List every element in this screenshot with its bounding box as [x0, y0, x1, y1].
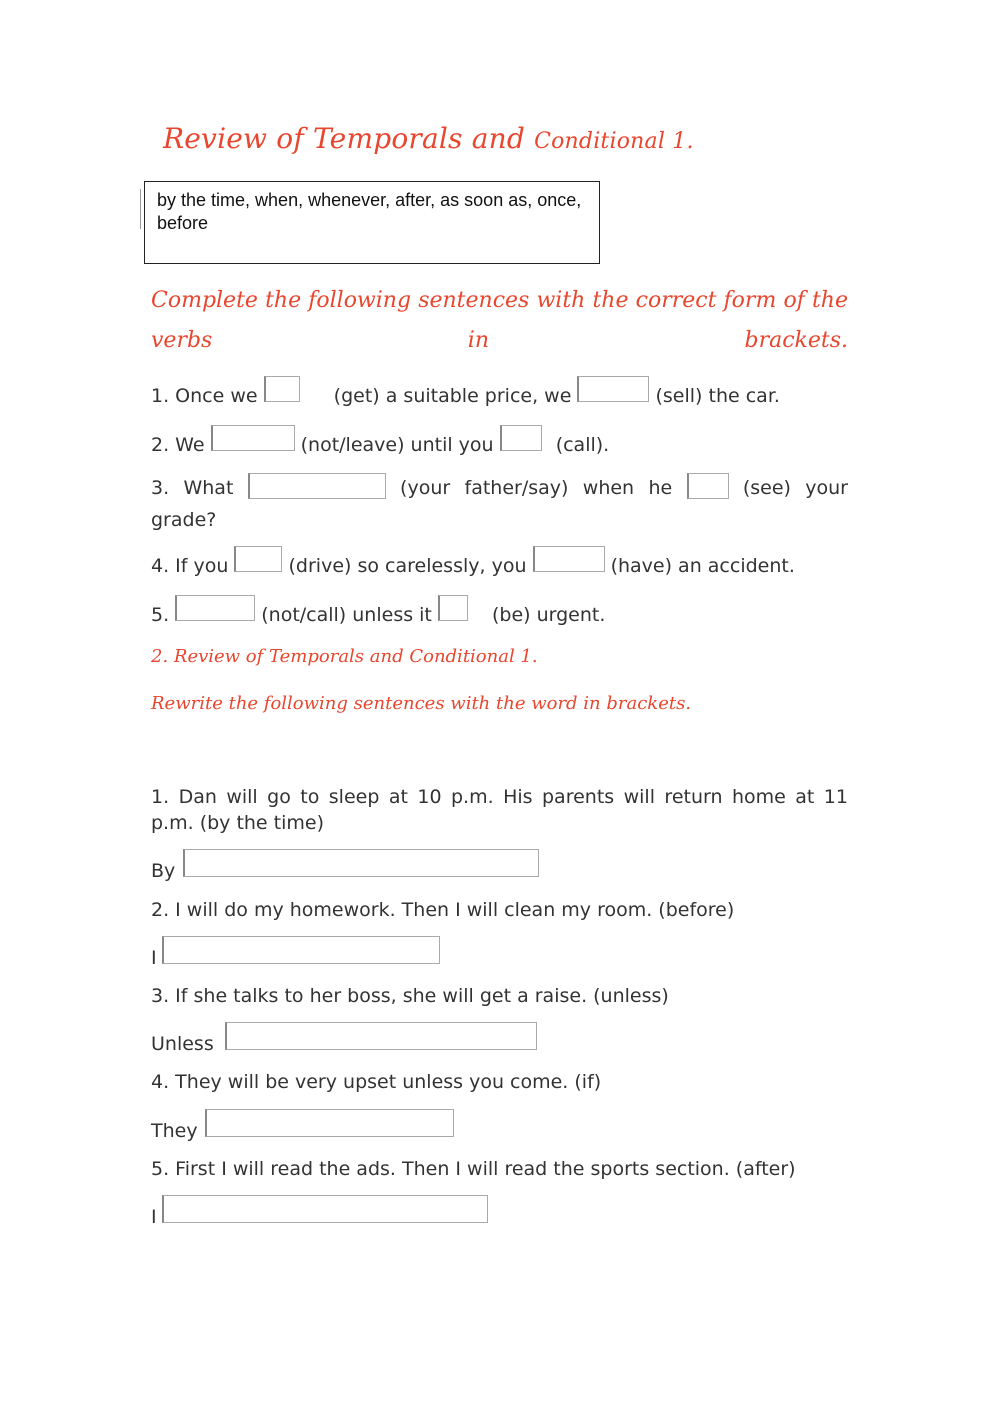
s1-item-5 — [151, 595, 605, 626]
s1-item-4-gap-1[interactable] — [234, 546, 282, 572]
s1-item-5-gap-1[interactable] — [175, 595, 255, 621]
s1-item-4-text-c: (have) an accident. — [610, 555, 795, 577]
s1-item-3-cont: grade? — [151, 509, 217, 531]
s2-item-1-answer[interactable] — [183, 849, 539, 877]
s2-item-2-answer[interactable] — [162, 936, 440, 964]
s1-item-3-num: 3. — [151, 477, 170, 499]
s2-item-4-answer[interactable] — [205, 1109, 454, 1137]
s1-item-1-text-a: 1. Once we — [151, 385, 258, 407]
s1-item-2-gap-2[interactable] — [500, 425, 542, 451]
s1-item-4-text-a: 4. If you — [151, 555, 229, 577]
title-tail: Conditional 1. — [534, 129, 694, 154]
s1-item-2-gap-1[interactable] — [211, 425, 295, 451]
s2-item-5-question: 5. First I will read the ads. Then I will read the sports section. (after) — [151, 1158, 796, 1180]
worksheet-title — [163, 122, 694, 155]
s1-item-3-w2: father/say) — [464, 477, 569, 499]
s1-item-1-text-c: (sell) the car. — [655, 385, 780, 407]
s1-item-4-gap-2[interactable] — [533, 546, 605, 572]
s1-item-2-text-b: (not/leave) until you — [300, 434, 494, 456]
s2-item-1-question-cont: p.m. (by the time) — [151, 812, 325, 834]
s2-item-3-answer[interactable] — [225, 1022, 537, 1050]
s1-item-5-text-b: (not/call) unless it — [261, 604, 432, 626]
s1-item-3-w5: your — [805, 477, 848, 499]
s2-item-4-start: They — [151, 1120, 198, 1142]
s1-item-3-text-c: (see) — [742, 477, 791, 499]
s1-item-1-gap-2[interactable] — [577, 376, 649, 402]
s2-item-2-start: I — [151, 947, 157, 969]
s1-item-5-text-c: (be) urgent. — [491, 604, 606, 626]
s2-item-2-question: 2. I will do my homework. Then I will clean my room. (before) — [151, 899, 735, 921]
s1-item-2 — [151, 425, 609, 456]
s1-item-4 — [151, 546, 795, 577]
s1-item-5-gap-2[interactable] — [438, 595, 468, 621]
word-box-text: by the time, when, whenever, after, as soon as, once, before — [157, 190, 582, 233]
s1-item-3-w4: he — [648, 477, 673, 499]
word-box-tick — [140, 189, 141, 229]
section2-instruction: Rewrite the following sentences with the word in brackets. — [151, 693, 692, 714]
s2-item-4-question: 4. They will be very upset unless you come. (if) — [151, 1071, 602, 1093]
title-main: Review of Temporals and — [163, 122, 525, 155]
s1-item-3 — [151, 473, 848, 499]
s1-item-3-w3: when — [582, 477, 635, 499]
s1-item-1-text-b: (get) a suitable price, we — [333, 385, 572, 407]
s1-item-3-w1: What — [183, 477, 234, 499]
s1-item-1 — [151, 376, 780, 407]
s2-item-5-answer[interactable] — [162, 1195, 488, 1223]
section2-heading: 2. Review of Temporals and Conditional 1. — [151, 646, 538, 667]
s1-item-3-text-b: (your — [400, 477, 451, 499]
s2-item-1-start: By — [151, 860, 176, 882]
s1-item-3-gap-1[interactable] — [248, 473, 386, 499]
s2-item-5-start: I — [151, 1206, 157, 1228]
s2-item-3-start: Unless — [151, 1033, 214, 1055]
section1-instruction: Complete the following sentences with the correct form of the verbs in brackets. — [151, 288, 848, 353]
s1-item-3-gap-2[interactable] — [687, 473, 729, 499]
s1-item-4-text-b: (drive) so carelessly, you — [288, 555, 527, 577]
s1-item-2-text-c: (call). — [555, 434, 610, 456]
s1-item-1-gap-1[interactable] — [264, 376, 300, 402]
s1-item-5-text-a: 5. — [151, 604, 170, 626]
s2-item-3-question: 3. If she talks to her boss, she will get a raise. (unless) — [151, 985, 669, 1007]
s1-item-2-text-a: 2. We — [151, 434, 205, 456]
s2-item-1-question: 1. Dan will go to sleep at 10 p.m. His parents will return home at 11 — [151, 786, 848, 808]
